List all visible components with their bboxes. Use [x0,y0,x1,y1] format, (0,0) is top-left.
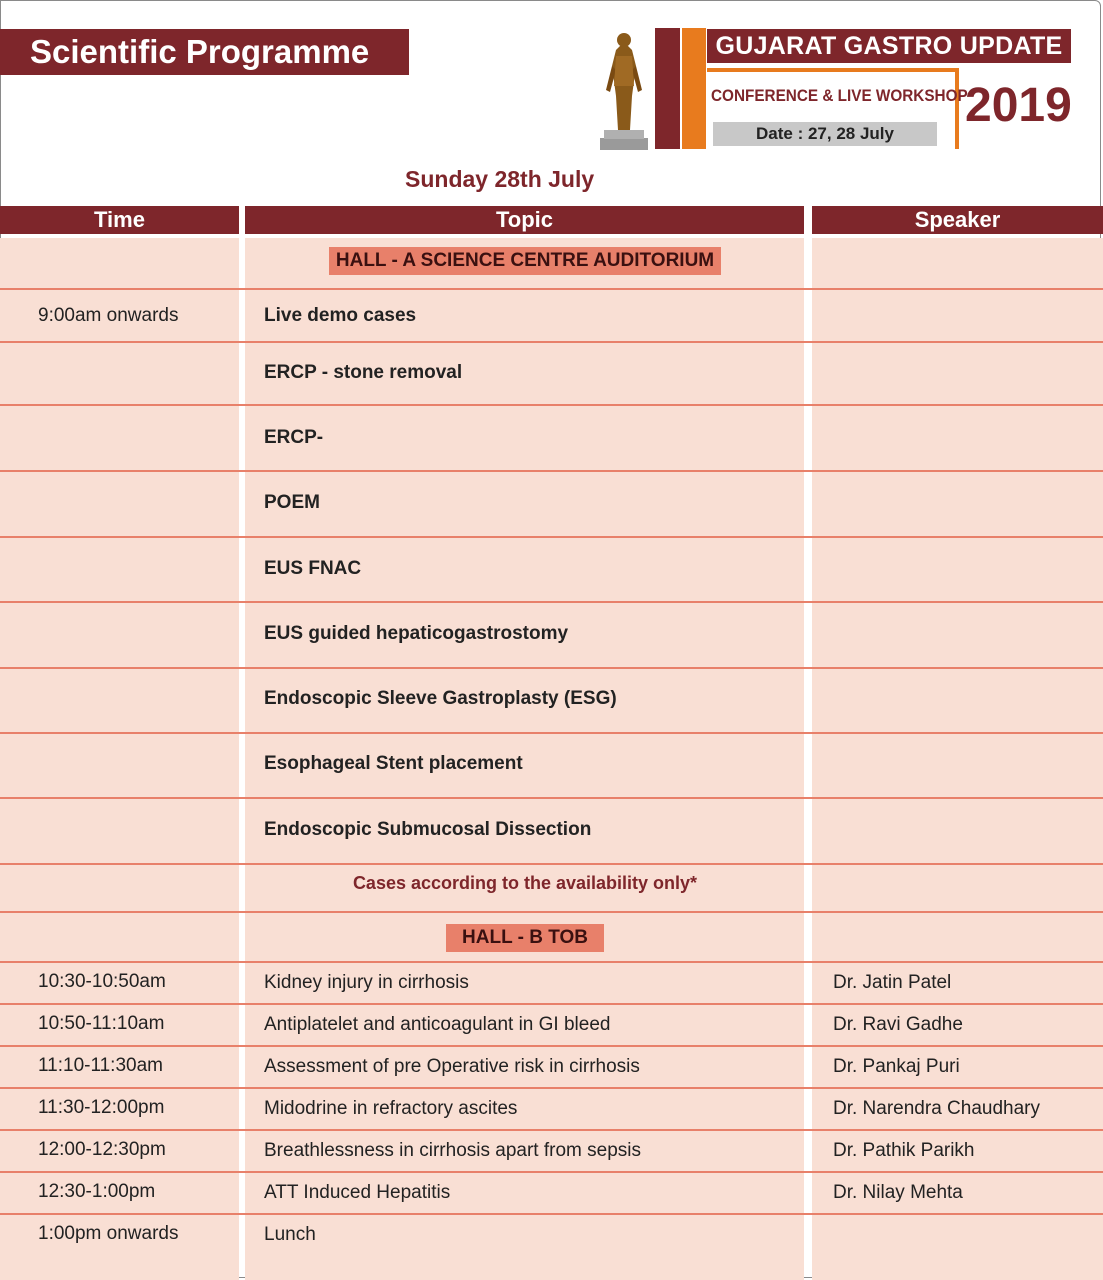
column-header-topic: Topic [245,206,804,234]
row-divider [0,1045,1103,1047]
row-divider [0,1171,1103,1173]
topic-cell: ATT Induced Hepatitis [264,1182,451,1203]
row-divider [0,1213,1103,1215]
page-title: Scientific Programme [0,29,409,75]
row-divider [0,470,1103,472]
event-logo [598,26,1088,154]
event-subtitle: CONFERENCE & LIVE WORKSHOP [711,86,968,105]
topic-cell: Esophageal Stent placement [264,753,523,774]
row-divider [0,961,1103,963]
event-year: 2019 [965,79,1072,132]
time-cell: 1:00pm onwards [38,1223,179,1244]
time-cell: 12:30-1:00pm [38,1181,156,1202]
availability-note: Cases according to the availability only* [352,873,698,893]
statue-icon [598,26,650,150]
speaker-cell: Dr. Jatin Patel [833,972,952,993]
row-divider [0,1129,1103,1131]
time-cell: 11:10-11:30am [38,1055,163,1076]
speaker-cell: Dr. Ravi Gadhe [833,1014,963,1035]
column-header-speaker: Speaker [812,206,1103,234]
topic-cell: ERCP - stone removal [264,362,463,383]
time-cell: 10:50-11:10am [38,1013,165,1034]
time-cell: 11:30-12:00pm [38,1097,165,1118]
speaker-cell: Dr. Narendra Chaudhary [833,1098,1040,1119]
topic-cell: Breathlessness in cirrhosis apart from sepsis [264,1140,641,1161]
row-divider [0,1087,1103,1089]
speaker-cell: Dr. Pankaj Puri [833,1056,960,1077]
hall-b-label: HALL - B TOB [446,924,604,952]
topic-cell: Live demo cases [264,305,417,326]
speaker-cell: Dr. Nilay Mehta [833,1182,963,1203]
row-divider [0,863,1103,865]
row-divider [0,601,1103,603]
event-name: GUJARAT GASTRO UPDATE [707,29,1071,63]
topic-cell: Assessment of pre Operative risk in cirrhosis [264,1056,640,1077]
row-divider [0,404,1103,406]
topic-cell: Kidney injury in cirrhosis [264,972,469,993]
speaker-column [812,238,1103,1280]
logo-bar-maroon [655,28,680,149]
topic-cell: Midodrine in refractory ascites [264,1098,518,1119]
speaker-cell: Dr. Pathik Parikh [833,1140,975,1161]
topic-cell: Endoscopic Sleeve Gastroplasty (ESG) [264,688,617,709]
topic-cell: POEM [264,492,320,513]
topic-cell: Antiplatelet and anticoagulant in GI bleed [264,1014,611,1035]
time-cell: 9:00am onwards [38,305,179,326]
row-divider [0,911,1103,913]
row-divider [0,1003,1103,1005]
column-header-time: Time [0,206,239,234]
topic-cell: EUS FNAC [264,558,362,579]
time-column [0,238,239,1280]
topic-cell: Lunch [264,1224,316,1245]
day-title: Sunday 28th July [405,166,595,192]
row-divider [0,288,1103,290]
hall-a-label: HALL - A SCIENCE CENTRE AUDITORIUM [329,247,721,275]
time-cell: 12:00-12:30pm [38,1139,166,1160]
row-divider [0,341,1103,343]
logo-bar-orange [682,28,706,149]
row-divider [0,536,1103,538]
topic-cell: Endoscopic Submucosal Dissection [264,819,592,840]
topic-cell: EUS guided hepaticogastrostomy [264,623,569,644]
time-cell: 10:30-10:50am [38,971,166,992]
row-divider [0,797,1103,799]
row-divider [0,732,1103,734]
event-date: Date : 27, 28 July [713,122,937,146]
topic-cell: ERCP- [264,427,324,448]
row-divider [0,667,1103,669]
